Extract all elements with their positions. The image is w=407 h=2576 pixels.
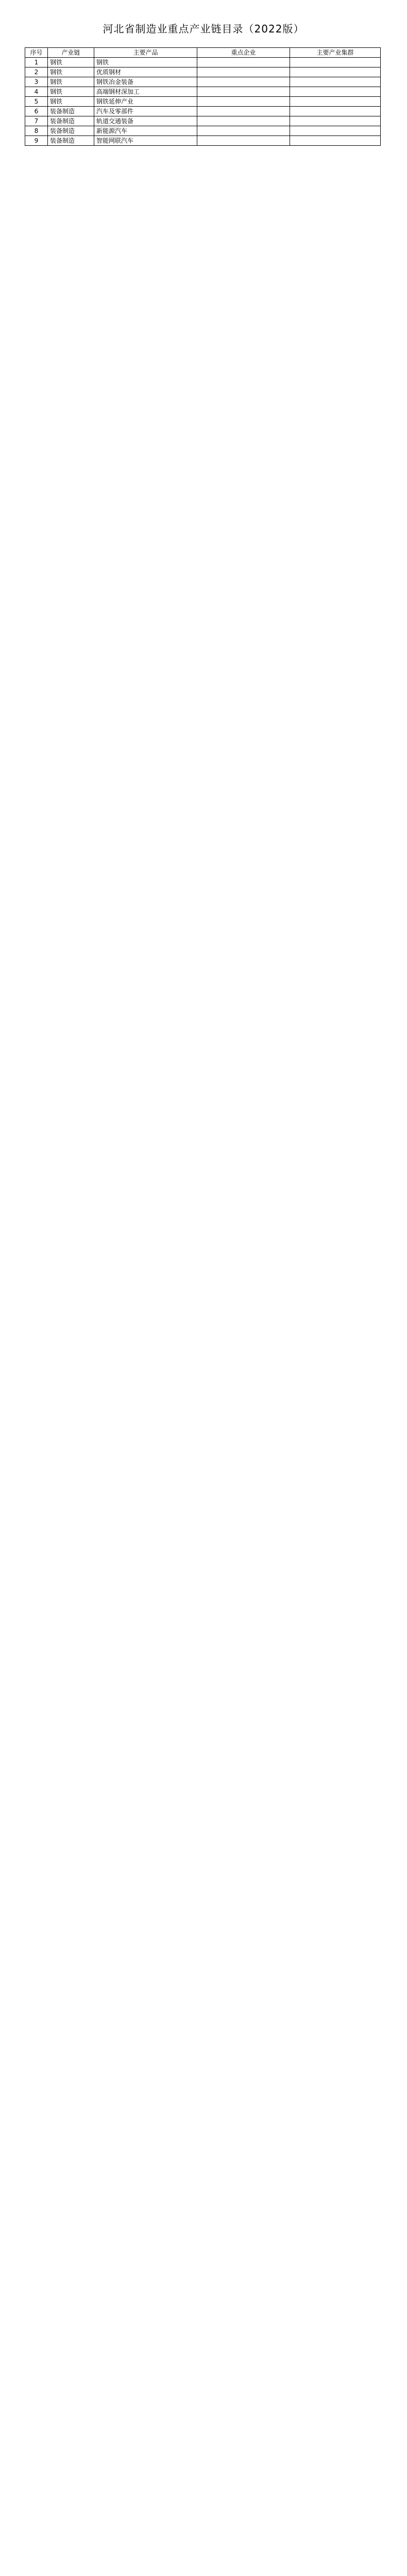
cell-enterprise (197, 77, 290, 87)
cell-product: 钢铁 (94, 58, 197, 67)
header-chain: 产业链 (48, 48, 94, 58)
cell-product: 新能源汽车 (94, 126, 197, 136)
table-header-row (25, 48, 381, 58)
cell-enterprise (197, 136, 290, 146)
table-row (25, 97, 381, 107)
cell-cluster (290, 126, 381, 136)
cell-cluster (290, 97, 381, 107)
cell-chain: 钢铁 (48, 97, 94, 107)
cell-product: 钢铁冶金装备 (94, 77, 197, 87)
table-row (25, 107, 381, 116)
cell-cluster (290, 107, 381, 116)
cell-chain: 钢铁 (48, 67, 94, 77)
cell-cluster (290, 116, 381, 126)
cell-chain: 装备制造 (48, 107, 94, 116)
cell-enterprise (197, 67, 290, 77)
cell-no: 6 (25, 107, 48, 116)
cell-enterprise (197, 87, 290, 97)
cell-product: 轨道交通装备 (94, 116, 197, 126)
document-title: 河北省制造业重点产业链目录（2022版） (103, 23, 304, 35)
header-enterprise: 重点企业 (197, 48, 290, 58)
industry-table (25, 47, 381, 146)
cell-enterprise (197, 116, 290, 126)
table-row (25, 77, 381, 87)
table-row (25, 58, 381, 67)
table-row (25, 126, 381, 136)
cell-no: 3 (25, 77, 48, 87)
cell-no: 4 (25, 87, 48, 97)
cell-cluster (290, 77, 381, 87)
cell-no: 2 (25, 67, 48, 77)
cell-no: 9 (25, 136, 48, 146)
header-product: 主要产品 (94, 48, 197, 58)
table-row (25, 116, 381, 126)
cell-product: 钢铁延伸产业 (94, 97, 197, 107)
cell-chain: 装备制造 (48, 126, 94, 136)
cell-no: 1 (25, 58, 48, 67)
cell-chain: 钢铁 (48, 87, 94, 97)
cell-no: 5 (25, 97, 48, 107)
cell-chain: 装备制造 (48, 116, 94, 126)
header-no: 序号 (25, 48, 48, 58)
table-row (25, 136, 381, 146)
cell-product: 汽车及零部件 (94, 107, 197, 116)
cell-product: 智能网联汽车 (94, 136, 197, 146)
cell-cluster (290, 87, 381, 97)
cell-chain: 钢铁 (48, 77, 94, 87)
table-row (25, 67, 381, 77)
cell-cluster (290, 136, 381, 146)
cell-enterprise (197, 126, 290, 136)
header-cluster: 主要产业集群 (290, 48, 381, 58)
cell-product: 高端钢材深加工 (94, 87, 197, 97)
cell-chain: 钢铁 (48, 58, 94, 67)
cell-product: 优质钢材 (94, 67, 197, 77)
cell-enterprise (197, 58, 290, 67)
cell-cluster (290, 67, 381, 77)
cell-enterprise (197, 107, 290, 116)
cell-no: 7 (25, 116, 48, 126)
table-row (25, 87, 381, 97)
cell-cluster (290, 58, 381, 67)
cell-enterprise (197, 97, 290, 107)
cell-chain: 装备制造 (48, 136, 94, 146)
cell-no: 8 (25, 126, 48, 136)
